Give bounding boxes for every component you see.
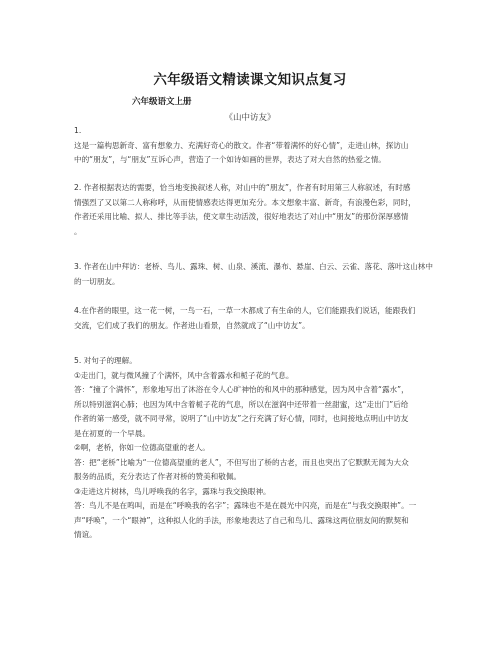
text-line: 1. — [74, 126, 82, 135]
document-title: 六年级语文精读课文知识点复习 — [153, 72, 347, 88]
text-line: 答：“撞了个满怀”，形象地写出了沐浴在令人心旷神怡的和风中的那种感觉，因为风中含着“露水”， — [74, 385, 409, 394]
text-line: 作者还采用比喻、拟人、排比等手法，使文章生动活泼，很好地表达了对山中“朋友”的那份深厚感情 — [74, 212, 409, 221]
text-line: 答：鸟儿不是在鸣叫，而是在“呼唤我的名字”；露珠也不是在晨光中闪亮，而是在“与我交换眼神”。一 — [74, 501, 417, 510]
text-line: 情强烈了又以第二人称称呼，从而使情感表达得更加充分。本文想象丰富、新奇，有浪漫色彩，同时， — [74, 197, 416, 207]
text-line: 这是一篇构思新奇、富有想象力、充满好奇心的散文。作者“带着满怀的好心情”，走进山林，探访山 — [74, 140, 409, 150]
text-line: 的一切朋友。 — [74, 276, 120, 286]
text-line: 所以特别滋润心肺；也因为风中含着栀子花的气息，所以在滋润中还带着一丝甜蜜，这“走出门”后给 — [74, 399, 409, 409]
text-line: ②啊，老桥，你如一位德高望重的老人。 — [74, 443, 210, 452]
text-line: 交流，它们成了我们的朋友。作者进山看景，自然就成了“山中访友”。 — [74, 320, 310, 330]
text-line: 作者的第一感受，就不同寻常，说明了“山中访友”之行充满了好心情，同时，也间接地点明山中访友 — [74, 414, 409, 423]
document-subtitle: 六年级语文上册 — [132, 97, 192, 107]
text-line: 4.在作者的眼里，这一花一树，一鸟一石，一草一木都成了有生命的人，它们能跟我们说话，能跟我们 — [74, 306, 416, 315]
text-line: ①走出门，就与微风撞了个满怀，风中含着露水和栀子花的气息。 — [74, 370, 294, 380]
text-line: 答：把“老桥”比喻为“一位德高望重的老人”，不但写出了桥的古老，而且也突出了它默默无闻为大众 — [74, 457, 409, 467]
text-line: 中的“朋友”，与“朋友”互诉心声，营造了一个如诗如画的世界，表达了对大自然的热爱之情。 — [74, 155, 386, 164]
text-line: 是在初夏的一个早晨。 — [74, 428, 150, 438]
text-line: 声“呼唤”，一个“眼神”，这种拟人化的手法，形象地表达了自己和鸟儿、露珠这两位朋友间的默契和 — [74, 515, 409, 525]
section-3 — [74, 260, 439, 289]
text-line: ③走进这片树林，鸟儿呼唤我的名字，露珠与我交换眼神。 — [74, 486, 271, 496]
section-5 — [74, 354, 439, 543]
text-line: 3. 作者在山中拜访：老桥、鸟儿、露珠、树、山泉、溪流、瀑布、悬崖、白云、云雀、落花、落叶这山林中 — [74, 262, 433, 271]
lesson-title: 《山中访友》 — [224, 113, 276, 123]
text-line: 2. 作者根据表达的需要，恰当地变换叙述人称，对山中的“朋友”，作者有时用第三人称叙述，有时感 — [74, 183, 411, 192]
text-line: 。 — [74, 226, 82, 236]
text-line: 情谊。 — [74, 530, 97, 539]
section-4 — [74, 304, 439, 333]
text-line: 服务的品质，充分表达了作者对桥的赞美和敬佩。 — [74, 472, 242, 481]
section-1 — [74, 124, 439, 168]
section-2 — [74, 181, 439, 239]
text-line: 5. 对句子的理解。 — [74, 356, 137, 365]
